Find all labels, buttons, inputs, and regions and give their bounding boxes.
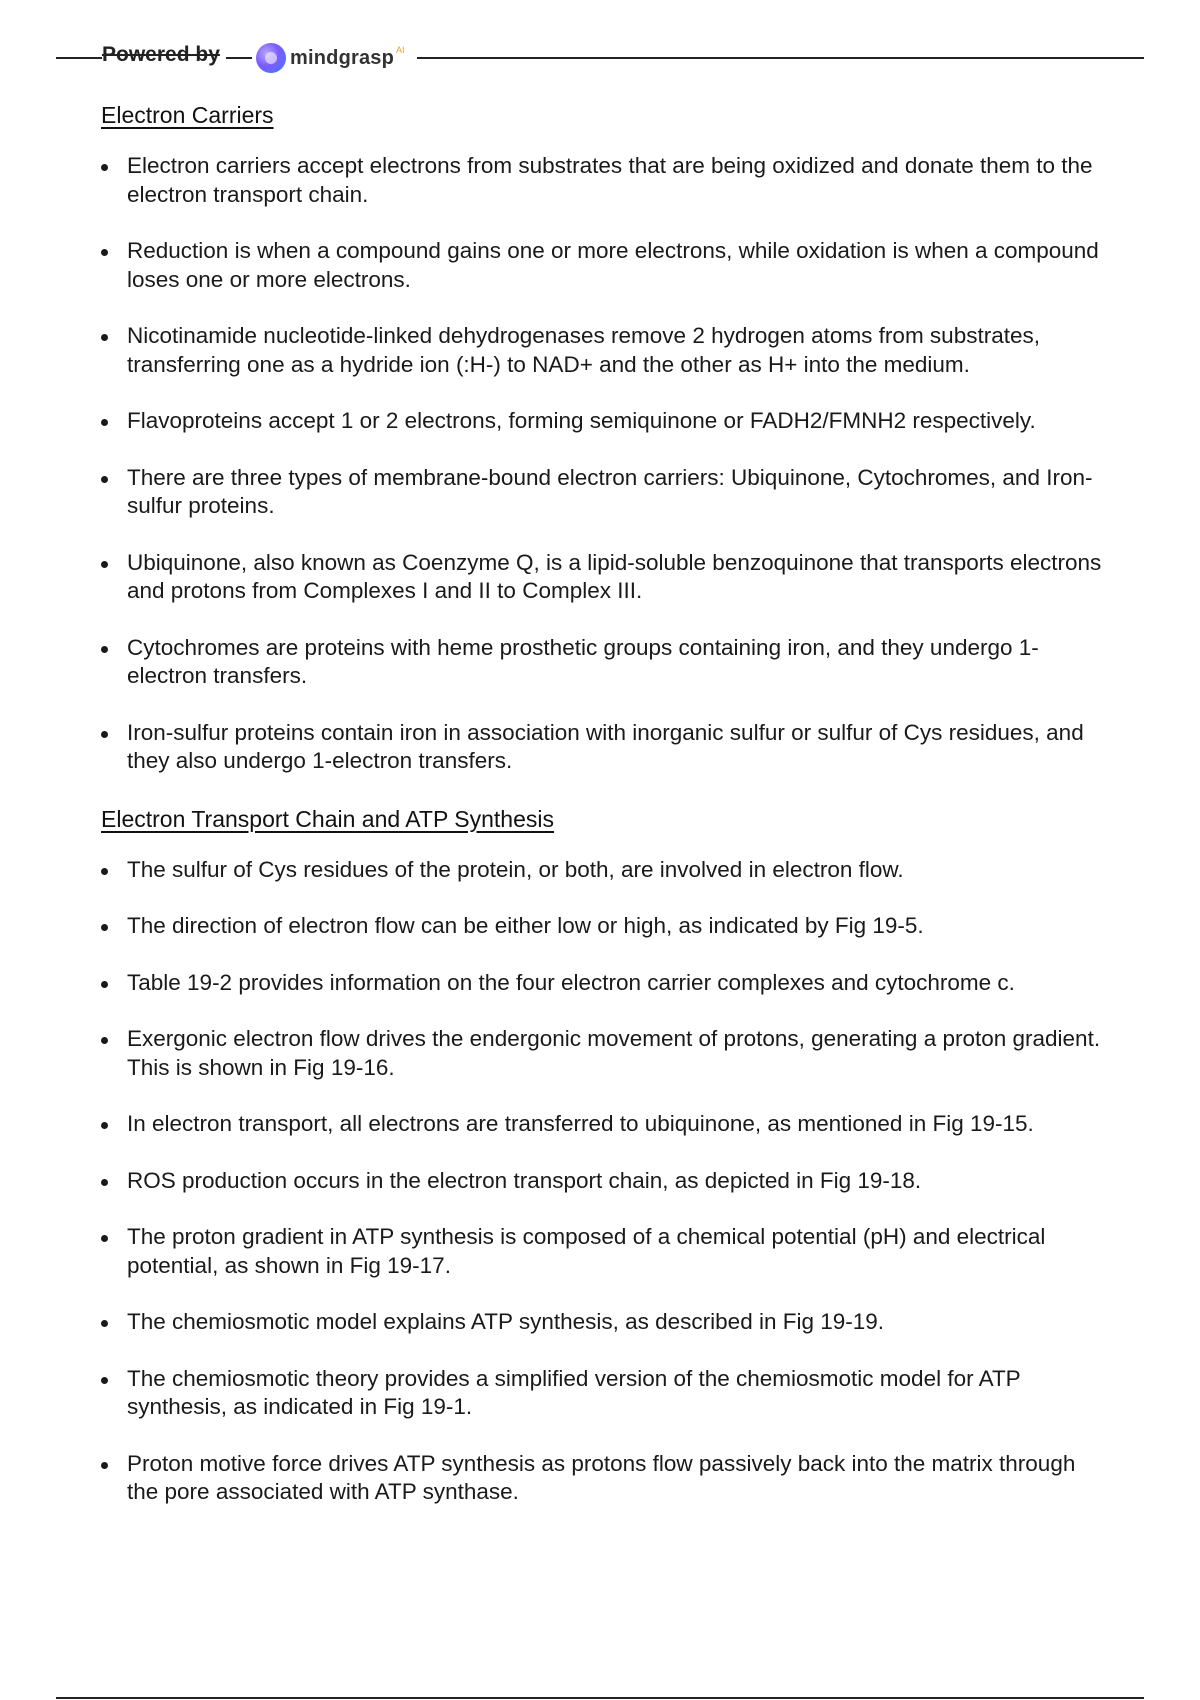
list-item: The chemiosmotic theory provides a simplified version of the chemiosmotic model for ATP synthesis, as indicated in Fig 19-1. [101, 1365, 1111, 1422]
document-body [101, 100, 1111, 1535]
list-item: The proton gradient in ATP synthesis is composed of a chemical potential (pH) and electrical potential, as shown in Fig 19-17. [101, 1223, 1111, 1280]
list-item: Nicotinamide nucleotide-linked dehydrogenases remove 2 hydrogen atoms from substrates, transferring one as a hydride ion (:H-) to NAD+ and the other as H+ into the medium. [101, 322, 1111, 379]
list-item: In electron transport, all electrons are transferred to ubiquinone, as mentioned in Fig 19-15. [101, 1110, 1111, 1139]
powered-by-label: Powered by [102, 43, 226, 67]
bullet-icon [101, 1320, 108, 1327]
brand-ai-mark: AI [396, 45, 405, 55]
bullet-icon [101, 334, 108, 341]
list-item: The direction of electron flow can be either low or high, as indicated by Fig 19-5. [101, 912, 1111, 941]
list-item: Table 19-2 provides information on the four electron carrier complexes and cytochrome c. [101, 969, 1111, 998]
mindgrasp-logo-icon [256, 43, 286, 73]
bullet-icon [101, 1377, 108, 1384]
list-item: Reduction is when a compound gains one or more electrons, while oxidation is when a compound loses one or more electrons. [101, 237, 1111, 294]
bullet-icon [101, 1122, 108, 1129]
bullet-icon [101, 731, 108, 738]
bullet-icon [101, 981, 108, 988]
brand-name: mindgrasp [290, 46, 395, 69]
bullet-icon [101, 1037, 108, 1044]
bullet-list-electron-carriers [101, 152, 1111, 776]
list-item: ROS production occurs in the electron transport chain, as depicted in Fig 19-18. [101, 1167, 1111, 1196]
bullet-icon [101, 419, 108, 426]
page-header [56, 40, 1144, 76]
footer-rule [56, 1697, 1144, 1699]
section-heading-etc-atp-synthesis: Electron Transport Chain and ATP Synthesis [101, 805, 555, 832]
bullet-list-etc-atp-synthesis [101, 856, 1111, 1507]
section-heading-electron-carriers: Electron Carriers [101, 102, 274, 128]
bullet-icon [101, 1179, 108, 1186]
list-item: There are three types of membrane-bound electron carriers: Ubiquinone, Cytochromes, and Iron-sulfur proteins. [101, 464, 1111, 521]
brand-logo-group [252, 40, 417, 76]
list-item: Exergonic electron flow drives the endergonic movement of protons, generating a proton gradient. This is shown in Fig 19-16. [101, 1025, 1111, 1082]
list-item: Iron-sulfur proteins contain iron in association with inorganic sulfur or sulfur of Cys residues, and they also undergo 1-electron transfers. [101, 719, 1111, 776]
bullet-icon [101, 249, 108, 256]
list-item: Electron carriers accept electrons from substrates that are being oxidized and donate them to the electron transport chain. [101, 152, 1111, 209]
list-item: The sulfur of Cys residues of the protein, or both, are involved in electron flow. [101, 856, 1111, 885]
list-item: The chemiosmotic model explains ATP synthesis, as described in Fig 19-19. [101, 1308, 1111, 1337]
bullet-icon [101, 476, 108, 483]
list-item: Cytochromes are proteins with heme prosthetic groups containing iron, and they undergo 1-electron transfers. [101, 634, 1111, 691]
bullet-icon [101, 164, 108, 171]
bullet-icon [101, 646, 108, 653]
bullet-icon [101, 868, 108, 875]
bullet-icon [101, 924, 108, 931]
list-item: Flavoproteins accept 1 or 2 electrons, forming semiquinone or FADH2/FMNH2 respectively. [101, 407, 1111, 436]
bullet-icon [101, 561, 108, 568]
list-item: Ubiquinone, also known as Coenzyme Q, is a lipid-soluble benzoquinone that transports electrons and protons from Complexes I and II to Complex III. [101, 549, 1111, 606]
bullet-icon [101, 1235, 108, 1242]
list-item: Proton motive force drives ATP synthesis as protons flow passively back into the matrix through the pore associated with ATP synthase. [101, 1450, 1111, 1507]
bullet-icon [101, 1462, 108, 1469]
